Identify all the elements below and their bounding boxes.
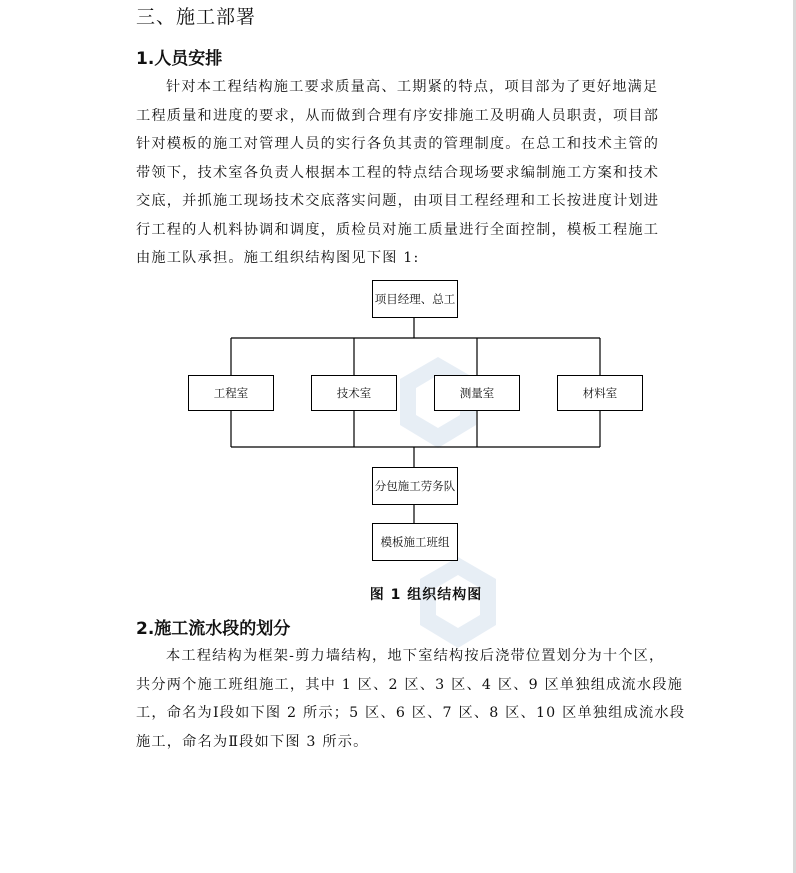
- heading-staffing: 1.人员安排: [136, 49, 223, 69]
- org-node-dept: 工程室: [188, 375, 274, 411]
- text-line: 针对本工程结构施工要求质量高、工期紧的特点，项目部为了更好地满足: [166, 79, 659, 95]
- heading-flow-sections: 2.施工流水段的划分: [136, 619, 291, 639]
- text-line: 由施工队承担。施工组织结构图见下图 1:: [136, 250, 420, 266]
- text-line: 工，命名为Ⅰ段如下图 2 所示；5 区、6 区、7 区、8 区、10 区单独组成流水段: [136, 705, 686, 721]
- paragraph-staffing: [136, 73, 688, 273]
- org-node-dept: 测量室: [434, 375, 520, 411]
- figure-caption: 图 1 组织结构图: [369, 587, 483, 603]
- text-line: 本工程结构为框架-剪力墙结构，地下室结构按后浇带位置划分为十个区，: [166, 648, 665, 664]
- text-line: 工程质量和进度的要求，从而做到合理有序安排施工及明确人员职责，项目部: [136, 107, 660, 124]
- text-line: 带领下，技术室各负责人根据本工程的特点结合现场要求编制施工方案和技术: [136, 164, 660, 181]
- text-line: 共分两个施工班组施工，其中 1 区、2 区、3 区、4 区、9 区单独组成流水段施: [136, 676, 684, 693]
- org-node-dept: 技术室: [311, 375, 397, 411]
- text-line: 施工，命名为Ⅱ段如下图 3 所示。: [136, 733, 369, 750]
- org-node-manager: 项目经理、总工: [372, 280, 458, 318]
- org-node-subcontractor: 分包施工劳务队: [372, 467, 458, 505]
- text-line: 针对模板的施工对管理人员的实行各负其责的管理制度。在总工和技术主管的: [136, 136, 660, 152]
- text-line: 行工程的人机料协调和调度，质检员对施工质量进行全面控制，模板工程施工: [136, 221, 660, 238]
- text-line: 交底，并抓施工现场技术交底落实问题，由项目工程经理和工长按进度计划进: [136, 193, 660, 209]
- section-title: 三、施工部署: [136, 6, 257, 28]
- paragraph-flow-sections: [136, 642, 688, 756]
- org-node-team: 模板施工班组: [372, 523, 458, 561]
- org-node-dept: 材料室: [557, 375, 643, 411]
